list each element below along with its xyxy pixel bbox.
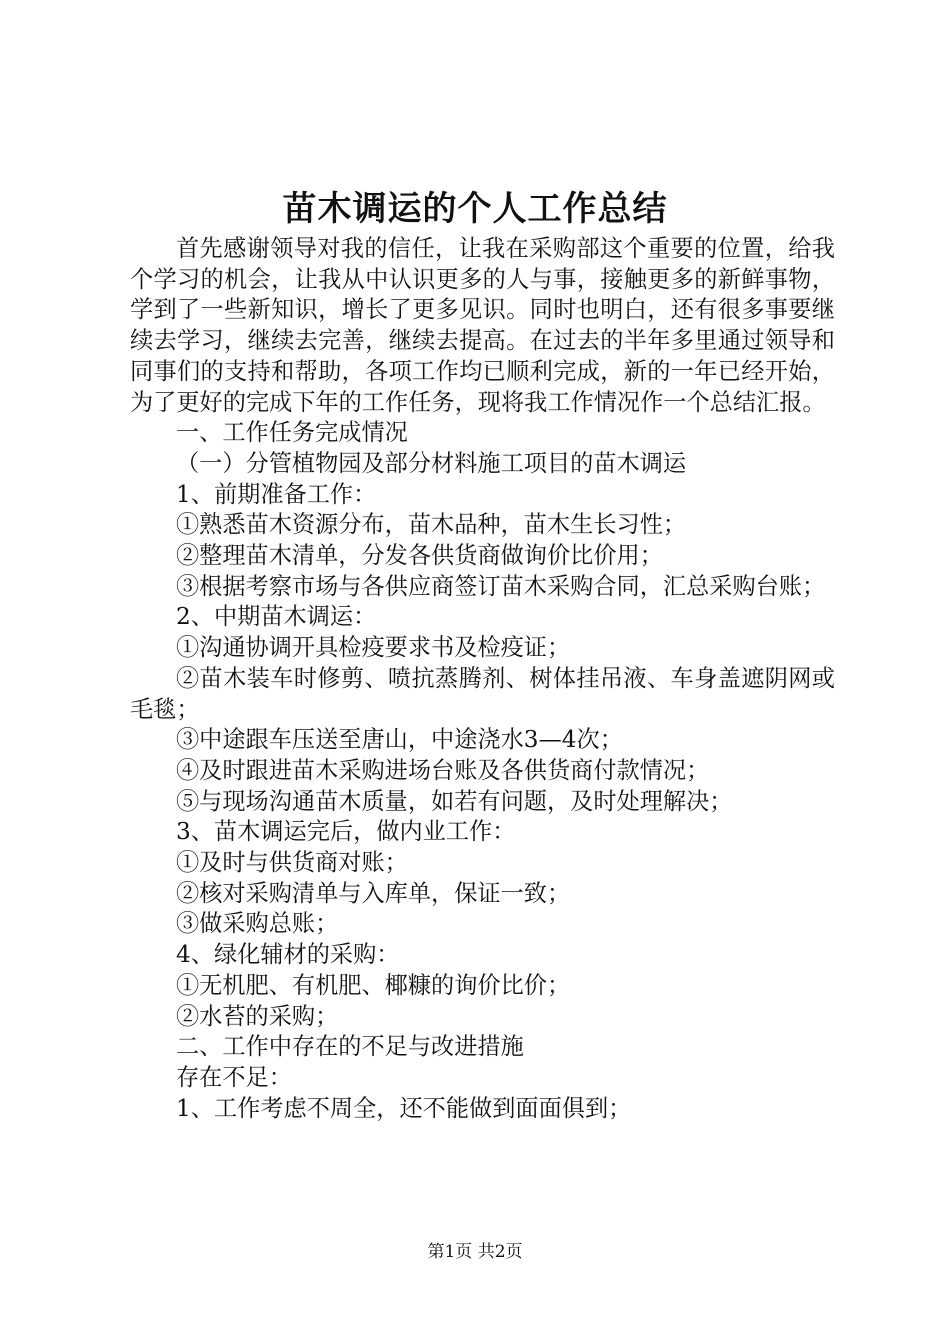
page-number-footer: 第1页 共2页 [427, 1242, 523, 1262]
paragraph: ①沟通协调开具检疫要求书及检疫证； [176, 634, 571, 662]
paragraph: 一、工作任务完成情况 [176, 419, 408, 447]
paragraph: ③根据考察市场与各供应商签订苗木采购合同，汇总采购台账； [176, 572, 826, 600]
paragraph: 二、工作中存在的不足与改进措施 [176, 1033, 524, 1061]
paragraph: ①无机肥、有机肥、椰糠的询价比价； [176, 971, 571, 999]
paragraph: 4、绿化辅材的采购： [176, 941, 400, 969]
document-title: 苗木调运的个人工作总结 [282, 189, 668, 229]
document-body [130, 234, 835, 1124]
paragraph: 1、工作考虑不周全，还不能做到面面俱到； [176, 1094, 632, 1122]
paragraph: 1、前期准备工作： [176, 480, 377, 508]
paragraph: ②水苔的采购； [176, 1002, 339, 1030]
paragraph: ②整理苗木清单，分发各供货商做询价比价用； [176, 542, 663, 570]
paragraph: ①及时与供货商对账； [176, 849, 408, 877]
paragraph: 存在不足： [176, 1063, 292, 1091]
paragraph: ④及时跟进苗木采购进场台账及各供货商付款情况； [176, 756, 710, 784]
paragraph: 2、中期苗木调运： [176, 603, 377, 631]
paragraph: 首先感谢领导对我的信任，让我在采购部这个重要的位置，给我个学习的机会，让我从中认识更多的人与事，接触更多的新鲜事物，学到了一些新知识，增长了更多见识。同时也明白，还有很多事要继续去学习，继续去完善，继续去提高。在过去的半年多里通过领导和同事们的支持和帮助，各项工作均已顺利完成，新的一年已经开始，为了更好的完成下年的工作任务，现将我工作情况作一个总结汇报。 [130, 235, 835, 416]
paragraph: ③做采购总账； [176, 910, 339, 938]
paragraph: 3、苗木调运完后，做内业工作： [176, 818, 516, 846]
paragraph: ②苗木装车时修剪、喷抗蒸腾剂、树体挂吊液、车身盖遮阴网或毛毯； [130, 664, 835, 723]
paragraph: （一）分管植物园及部分材料施工项目的苗木调运 [176, 449, 687, 477]
paragraph: ③中途跟车压送至唐山，中途浇水3—4次； [176, 726, 623, 754]
paragraph: ⑤与现场沟通苗木质量，如若有问题，及时处理解决； [176, 787, 733, 815]
paragraph: ②核对采购清单与入库单，保证一致； [176, 879, 571, 907]
paragraph: ①熟悉苗木资源分布，苗木品种，苗木生长习性； [176, 511, 687, 539]
